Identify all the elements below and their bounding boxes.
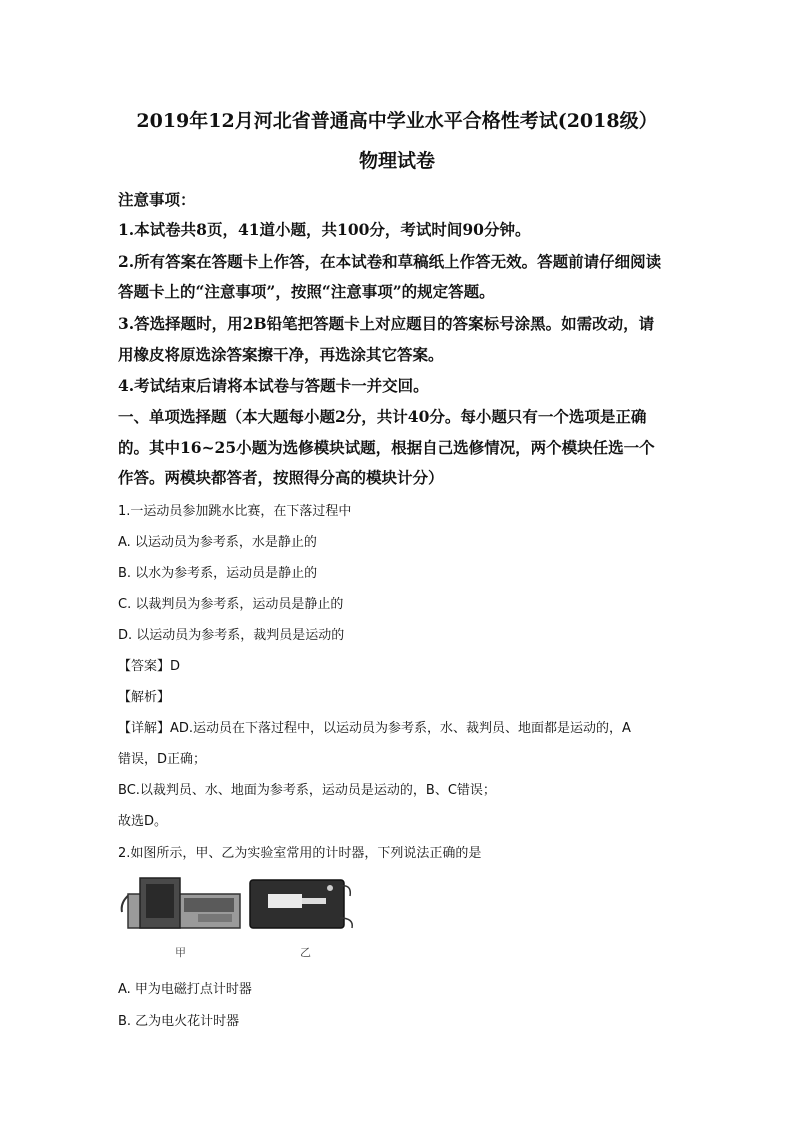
- q1-analysis-label: 【解析】: [118, 690, 171, 705]
- section-heading-line1: 一、单项选择题（本大题每小题2分，共计40分。每小题只有一个选项是正确: [118, 407, 647, 426]
- notice-item-1: 1.本试卷共8页，41道小题，共100分，考试时间90分钟。: [118, 220, 531, 239]
- q1-detail-line4: 故选D。: [118, 814, 168, 829]
- timer-jia-image: [122, 878, 240, 928]
- figure-label-jia: 甲: [175, 946, 186, 959]
- q1-detail-line2: 错误，D正确；: [118, 752, 207, 767]
- q1-detail-line1: 【详解】AD.运动员在下落过程中，以运动员为参考系，水、裁判员、地面都是运动的，A: [118, 721, 631, 736]
- q1-detail-line3: BC.以裁判员、水、地面为参考系，运动员是运动的，B、C错误；: [118, 783, 496, 798]
- notice-item-3-line2: 用橡皮将原选涂答案擦干净，再选涂其它答案。: [118, 345, 444, 364]
- q1-answer: 【答案】D: [118, 659, 181, 674]
- q1-stem: 1.一运动员参加跳水比赛，在下落过程中: [118, 504, 352, 519]
- exam-subject-title: 物理试卷: [358, 150, 435, 172]
- q2-option-a: A. 甲为电磁打点计时器: [118, 982, 252, 997]
- q2-option-b: B. 乙为电火花计时器: [118, 1014, 240, 1029]
- q1-option-c: C. 以裁判员为参考系，运动员是静止的: [118, 597, 344, 612]
- q1-option-a: A. 以运动员为参考系，水是静止的: [118, 535, 317, 550]
- timer-yi-image: [250, 880, 352, 928]
- notice-item-2-line2: 答题卡上的“注意事项”，按照“注意事项”的规定答题。: [118, 282, 495, 301]
- q1-option-b: B. 以水为参考系，运动员是静止的: [118, 566, 318, 581]
- figure-label-yi: 乙: [300, 946, 311, 959]
- section-heading-line2: 的。其中16~25小题为选修模块试题，根据自己选修情况，两个模块任选一个: [118, 438, 655, 457]
- notice-item-2-line1: 2.所有答案在答题卡上作答，在本试卷和草稿纸上作答无效。答题前请仔细阅读: [118, 252, 662, 271]
- notice-item-4: 4.考试结束后请将本试卷与答题卡一并交回。: [118, 376, 429, 395]
- notice-item-3-line1: 3.答选择题时，用2B铅笔把答题卡上对应题目的答案标号涂黑。如需改动，请: [118, 314, 655, 333]
- q1-option-d: D. 以运动员为参考系，裁判员是运动的: [118, 628, 345, 643]
- q2-stem: 2.如图所示，甲、乙为实验室常用的计时器，下列说法正确的是: [118, 846, 482, 861]
- timer-photos: [118, 872, 378, 962]
- q2-figure: [118, 872, 378, 962]
- notice-heading: 注意事项：: [118, 190, 196, 209]
- exam-title: 2019年12月河北省普通高中学业水平合格性考试(2018级）: [136, 110, 658, 132]
- section-heading-line3: 作答。两模块都答者，按照得分高的模块计分）: [118, 468, 444, 487]
